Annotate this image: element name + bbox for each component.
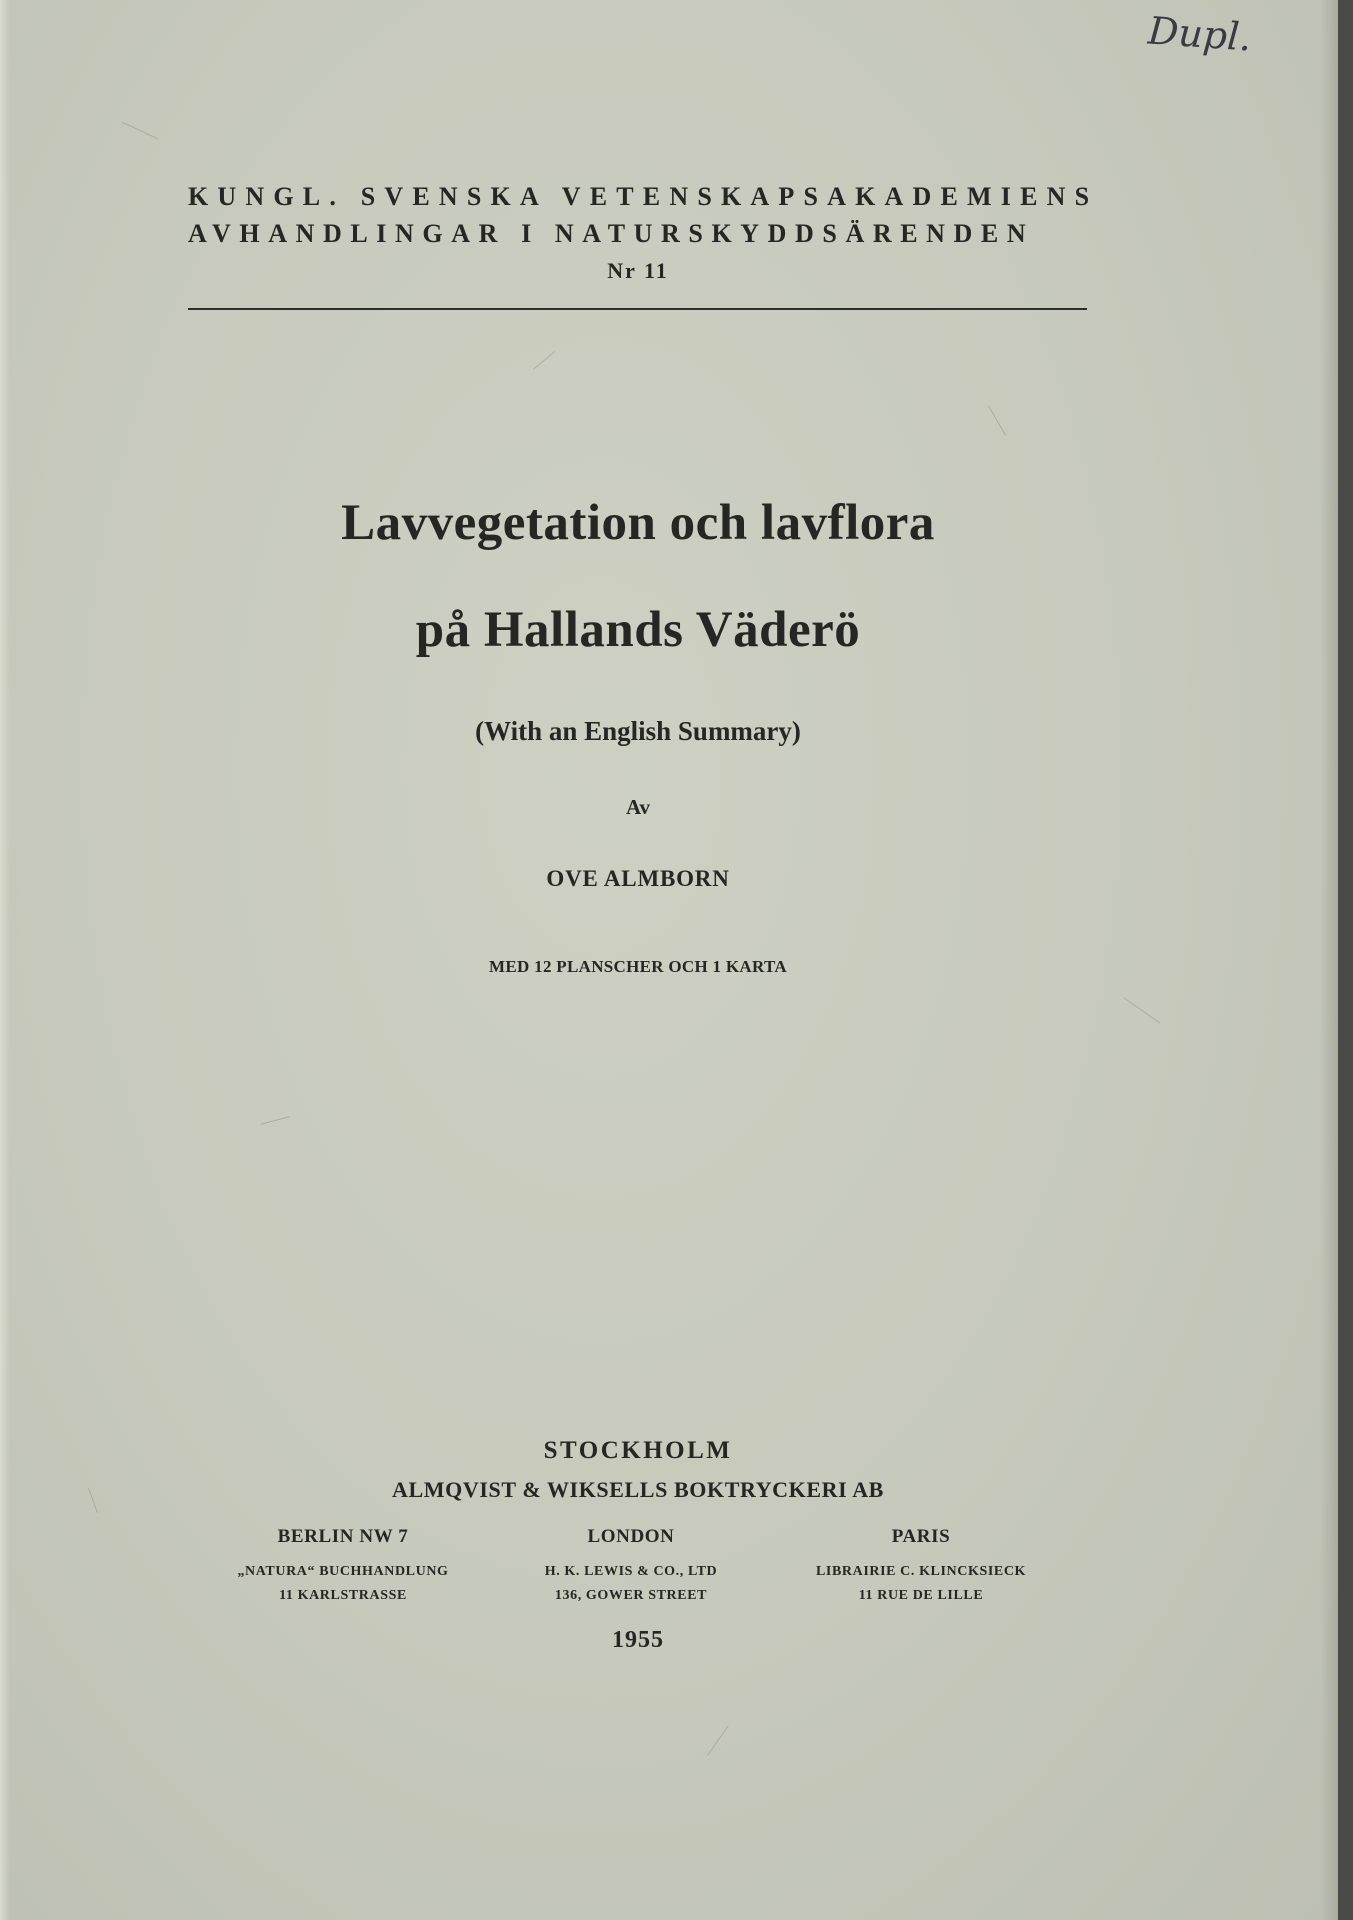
paper-fiber [1124, 997, 1161, 1023]
agent-name: LIBRAIRIE C. KLINCKSIECK [815, 1564, 1027, 1579]
paper-fiber [260, 1116, 289, 1125]
header-rule [188, 308, 1087, 310]
paper-fiber [122, 122, 159, 140]
handwritten-note: Dupl. [1146, 8, 1253, 60]
title-line-2: på Hallands Väderö [415, 602, 861, 658]
paper-fiber [707, 1725, 728, 1755]
agent-address: 11 RUE DE LILLE [858, 1588, 984, 1603]
series-name-line-1: KUNGL. SVENSKA VETENSKAPSAKADEMIENS [188, 182, 1099, 211]
agent-city: PARIS [891, 1526, 951, 1547]
by-label: Av [625, 795, 651, 819]
publication-year: 1955 [612, 1627, 664, 1653]
agent-city: LONDON [587, 1526, 675, 1547]
paper-fiber [533, 351, 555, 370]
agent-name: H. K. LEWIS & CO., LTD [544, 1564, 718, 1579]
series-number: Nr 11 [607, 258, 669, 283]
title-line-1: Lavvegetation och lavflora [341, 495, 935, 551]
agent-london [466, 1526, 796, 1608]
subtitle: (With an English Summary) [475, 716, 801, 746]
agent-city: BERLIN NW 7 [277, 1526, 409, 1547]
agent-address: 136, GOWER STREET [554, 1588, 708, 1603]
paper-fiber [988, 406, 1006, 436]
agent-paris [756, 1526, 1086, 1608]
agent-name: „NATURA“ BUCHHANDLUNG [237, 1564, 449, 1579]
publisher-city: STOCKHOLM [543, 1437, 733, 1464]
publisher-printer: ALMQVIST & WIKSELLS BOKTRYCKERI AB [392, 1477, 884, 1502]
page-right-edge [1320, 0, 1338, 1920]
agent-berlin [178, 1526, 508, 1608]
series-name-line-2: AVHANDLINGAR I NATURSKYDDSÄRENDEN [188, 219, 1035, 248]
author-name: OVE ALMBORN [546, 866, 730, 891]
plates-note: MED 12 PLANSCHER OCH 1 KARTA [489, 957, 787, 976]
agent-address: 11 KARLSTRASSE [279, 1588, 407, 1603]
